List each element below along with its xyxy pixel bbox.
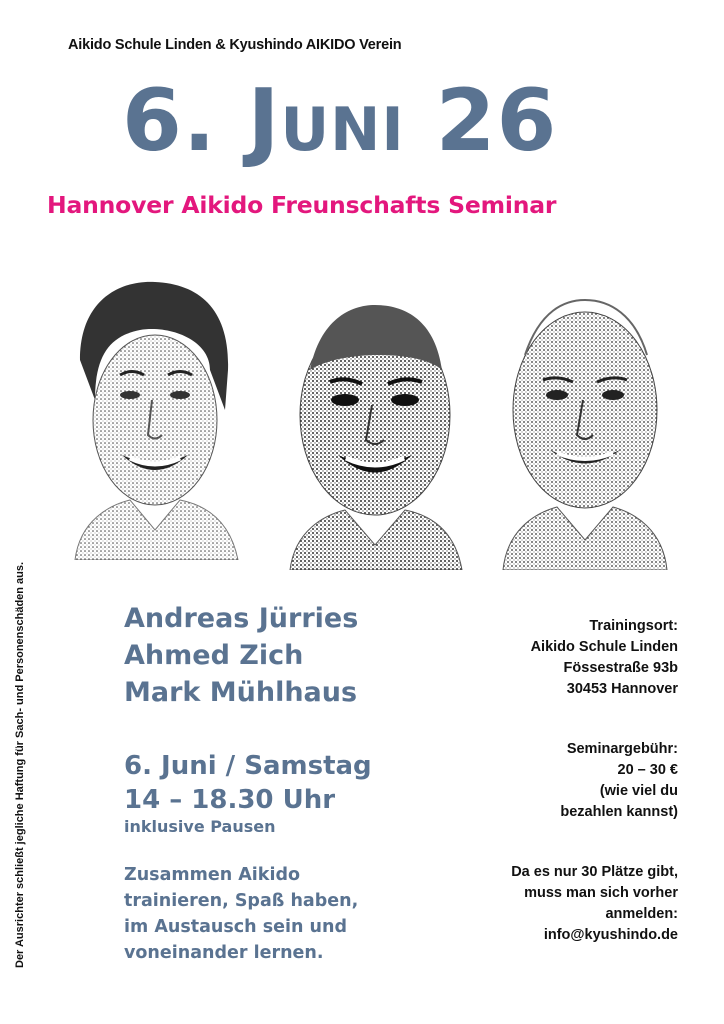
booking-email[interactable]: info@kyushindo.de (543, 927, 678, 943)
schedule-note: inklusive Pausen (124, 817, 276, 836)
description-line: Zusammen Aikido (124, 865, 300, 885)
venue-info (531, 616, 678, 700)
instructor-photos (60, 270, 680, 570)
venue-line: 30453 Hannover (566, 681, 678, 697)
organizer-line: Aikido Schule Linden & Kyushindo AIKIDO Verein (68, 37, 402, 53)
instructor-name: Andreas Jürries (124, 603, 359, 634)
fee-label: Seminargebühr: (566, 741, 678, 757)
instructor-name: Mark Mühlhaus (124, 677, 358, 708)
seminar-subtitle: Hannover Aikido Freunschafts Seminar (47, 191, 557, 219)
description-line: im Austausch sein und (124, 917, 347, 937)
booking-line: muss man sich vorher (524, 885, 678, 901)
venue-line: Fössestraße 93b (563, 660, 678, 676)
schedule-day: 6. Juni / Samstag (124, 751, 372, 781)
liability-disclaimer: Der Ausrichter schließt jegliche Haftung für Sach- und Personenschäden aus. (14, 561, 26, 968)
booking-info (511, 862, 678, 946)
instructor-name: Ahmed Zich (124, 640, 304, 671)
seminar-description (124, 862, 358, 966)
booking-line: Da es nur 30 Plätze gibt, (511, 864, 678, 880)
venue-line: Aikido Schule Linden (530, 639, 678, 655)
description-line: voneinander lernen. (124, 943, 324, 963)
portrait-andreas-icon (60, 270, 250, 560)
instructor-names (124, 600, 358, 711)
date-headline: 6. Juni 26 (122, 71, 558, 171)
fee-line: bezahlen kannst) (560, 804, 678, 820)
portrait-mark-icon (495, 285, 675, 570)
description-line: trainieren, Spaß haben, (124, 891, 359, 911)
venue-label: Trainingsort: (589, 618, 678, 634)
fee-info (560, 739, 678, 823)
schedule-time: 14 – 18.30 Uhr (124, 785, 336, 815)
fee-line: (wie viel du (599, 783, 678, 799)
booking-line: anmelden: (605, 906, 678, 922)
portrait-ahmed-icon (280, 280, 470, 570)
fee-line: 20 – 30 € (617, 762, 678, 778)
schedule-block (124, 749, 372, 837)
